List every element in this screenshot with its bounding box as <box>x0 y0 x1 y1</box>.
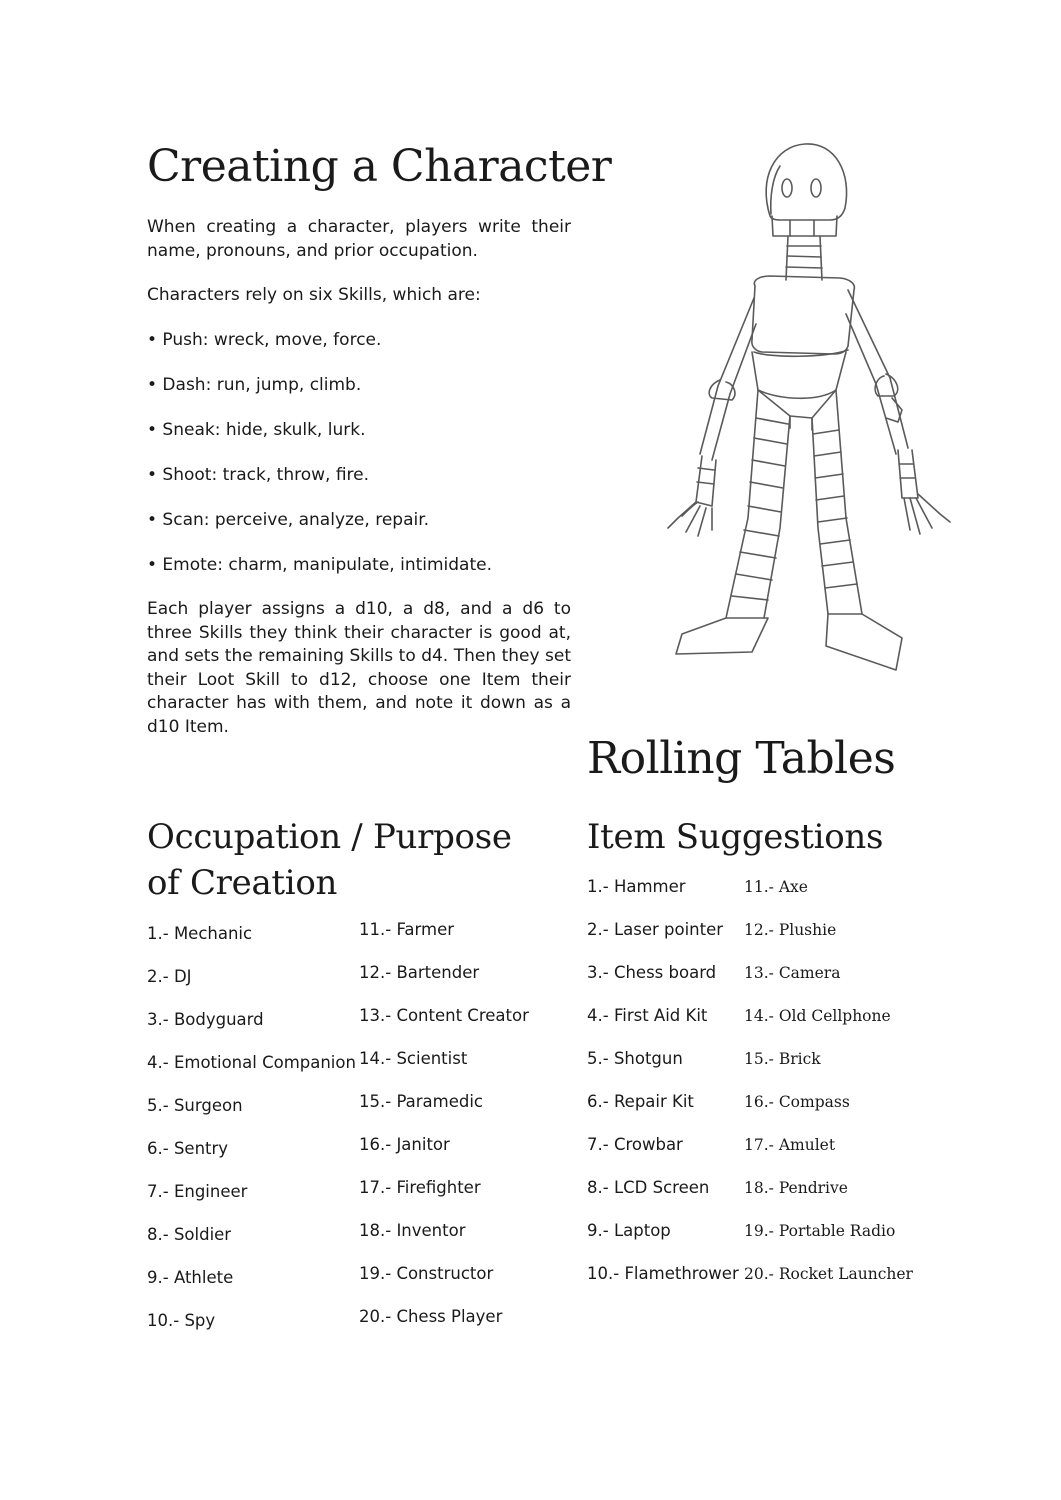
occupation-heading <box>147 814 512 906</box>
skill-emote: • Emote: charm, manipulate, intimidate. <box>147 555 493 575</box>
list-item: 14.- Old Cellphone <box>744 1007 891 1025</box>
list-item: 20.- Chess Player <box>359 1307 503 1326</box>
list-item: 11.- Axe <box>744 878 808 896</box>
list-item: 2.- Laser pointer <box>587 920 724 939</box>
list-item: 14.- Scientist <box>359 1049 468 1068</box>
list-item: 7.- Crowbar <box>587 1135 683 1154</box>
list-item: 2.- DJ <box>147 967 192 986</box>
occupation-heading-line2: of Creation <box>147 863 338 903</box>
list-item: 8.- LCD Screen <box>587 1178 710 1197</box>
intro-paragraph: When creating a character, players write their name, pronouns, and prior occupation. <box>147 217 571 261</box>
list-item: 9.- Laptop <box>587 1221 671 1240</box>
list-item: 16.- Janitor <box>359 1135 450 1154</box>
skill-dash: • Dash: run, jump, climb. <box>147 375 362 395</box>
list-item: 19.- Constructor <box>359 1264 494 1283</box>
list-item: 7.- Engineer <box>147 1182 248 1201</box>
list-item: 18.- Pendrive <box>744 1179 848 1197</box>
robot-sketch-icon <box>640 138 960 678</box>
occupation-heading-line1: Occupation / Purpose <box>147 817 512 857</box>
skill-push: • Push: wreck, move, force. <box>147 330 382 350</box>
list-item: 10.- Spy <box>147 1311 216 1330</box>
rolling-tables-title: Rolling Tables <box>587 733 896 784</box>
skills-intro: Characters rely on six Skills, which are: <box>147 285 481 305</box>
list-item: 12.- Plushie <box>744 921 837 939</box>
list-item: 17.- Amulet <box>744 1136 836 1154</box>
list-item: 8.- Soldier <box>147 1225 232 1244</box>
list-item: 19.- Portable Radio <box>744 1222 896 1240</box>
skill-scan: • Scan: perceive, analyze, repair. <box>147 510 430 530</box>
list-item: 13.- Camera <box>744 964 841 982</box>
list-item: 16.- Compass <box>744 1093 850 1111</box>
list-item: 5.- Surgeon <box>147 1096 243 1115</box>
list-item: 13.- Content Creator <box>359 1006 529 1025</box>
list-item: 3.- Bodyguard <box>147 1010 264 1029</box>
list-item: 1.- Hammer <box>587 877 686 896</box>
list-item: 6.- Repair Kit <box>587 1092 694 1111</box>
list-item: 5.- Shotgun <box>587 1049 683 1068</box>
assign-paragraph: Each player assigns a d10, a d8, and a d6 to three Skills they think their character is good at, and sets the remaining Skills to d4. Then they set their Loot Skill to d12, choose one Item their character has with them, and note it down as a d10 Item. <box>147 599 571 737</box>
list-item: 9.- Athlete <box>147 1268 234 1287</box>
list-item: 17.- Firefighter <box>359 1178 481 1197</box>
list-item: 12.- Bartender <box>359 963 480 982</box>
list-item: 15.- Brick <box>744 1050 821 1068</box>
skill-shoot: • Shoot: track, throw, fire. <box>147 465 370 485</box>
list-item: 4.- Emotional Companion <box>147 1053 356 1072</box>
page-title: Creating a Character <box>147 141 612 192</box>
list-item: 20.- Rocket Launcher <box>744 1265 913 1283</box>
list-item: 6.- Sentry <box>147 1139 229 1158</box>
list-item: 10.- Flamethrower <box>587 1264 739 1283</box>
list-item: 4.- First Aid Kit <box>587 1006 708 1025</box>
list-item: 15.- Paramedic <box>359 1092 484 1111</box>
list-item: 11.- Farmer <box>359 920 455 939</box>
item-suggestions-heading: Item Suggestions <box>587 817 884 857</box>
list-item: 1.- Mechanic <box>147 924 253 943</box>
skill-sneak: • Sneak: hide, skulk, lurk. <box>147 420 366 440</box>
list-item: 18.- Inventor <box>359 1221 466 1240</box>
list-item: 3.- Chess board <box>587 963 717 982</box>
